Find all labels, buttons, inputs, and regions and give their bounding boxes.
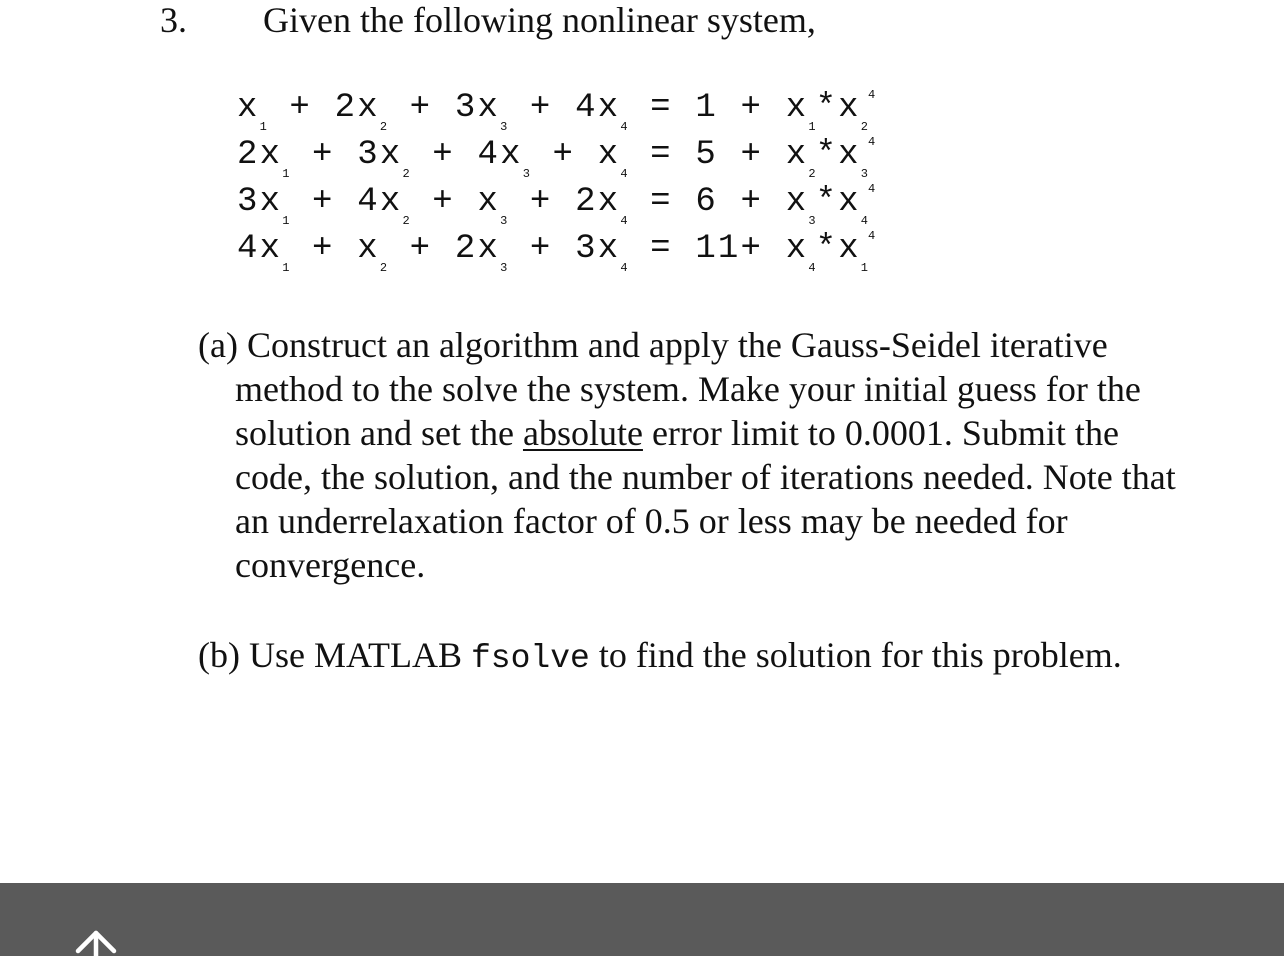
term-variable: x bbox=[597, 183, 621, 221]
term-variable: x bbox=[477, 183, 501, 221]
equation-term bbox=[454, 89, 508, 134]
rhs-subscript: 1 bbox=[860, 261, 868, 275]
part-a-emphasis: absolute bbox=[522, 413, 643, 453]
scroll-up-button[interactable] bbox=[72, 927, 120, 956]
equation-line: $x_1 + 2x_2 + 3x_3 + 4x_4 = 1 + x_1*x_2^4$ bbox=[237, 88, 876, 134]
rhs-variable: x bbox=[785, 230, 809, 268]
equation-term bbox=[237, 230, 290, 275]
equation-term bbox=[237, 89, 267, 134]
rhs-variable: x bbox=[785, 136, 809, 174]
problem-number: 3. bbox=[160, 0, 187, 40]
term-variable: x bbox=[500, 136, 523, 174]
rhs-constant: 1 bbox=[695, 89, 718, 127]
term-variable: x bbox=[597, 230, 621, 268]
term-variable: x bbox=[379, 136, 403, 174]
term-coefficient: 2 bbox=[575, 183, 598, 221]
term-subscript: 4 bbox=[620, 214, 628, 228]
term-subscript: 3 bbox=[500, 261, 508, 275]
equation-line: $2x_1 + 3x_2 + 4x_3 + x_4 = 5 + x_2*x_3^4$ bbox=[237, 135, 876, 181]
term-variable: x bbox=[379, 183, 403, 221]
equation-term bbox=[357, 136, 410, 181]
part-b-text-after: to find the solution for this problem. bbox=[598, 635, 1122, 675]
equation-term bbox=[477, 183, 508, 228]
rhs-variable: x bbox=[838, 230, 861, 268]
part-b bbox=[198, 632, 1195, 682]
term-subscript: 2 bbox=[379, 261, 388, 275]
equation-line: $3x_1 + 4x_2 + x_3 + 2x_4 = 6 + x_3*x_4^4$ bbox=[237, 182, 876, 228]
term-coefficient: 2 bbox=[454, 230, 478, 268]
part-a-label: (a) bbox=[198, 325, 238, 365]
rhs-subscript: 1 bbox=[808, 120, 816, 134]
term-variable: x bbox=[477, 230, 501, 268]
term-variable: x bbox=[237, 89, 260, 127]
equation-term bbox=[575, 89, 628, 134]
term-subscript: 2 bbox=[379, 120, 388, 134]
equation-term bbox=[575, 183, 628, 228]
rhs-exponent: 4 bbox=[867, 88, 876, 102]
term-variable: x bbox=[357, 89, 380, 127]
term-subscript: 2 bbox=[402, 167, 410, 181]
equation-term bbox=[477, 136, 530, 181]
rhs-constant: 5 bbox=[695, 136, 718, 174]
term-subscript: 2 bbox=[402, 214, 410, 228]
term-coefficient: 3 bbox=[575, 230, 598, 268]
term-variable: x bbox=[259, 230, 283, 268]
term-coefficient: 4 bbox=[575, 89, 598, 127]
rhs-subscript: 4 bbox=[808, 261, 816, 275]
term-variable: x bbox=[477, 89, 501, 127]
term-subscript: 1 bbox=[282, 261, 290, 275]
bottom-toolbar bbox=[0, 883, 1284, 956]
equation-system bbox=[237, 86, 917, 274]
rhs-subscript: 3 bbox=[808, 214, 816, 228]
rhs-subscript: 2 bbox=[860, 120, 868, 134]
problem-intro: Given the following nonlinear system, bbox=[263, 0, 816, 40]
term-subscript: 1 bbox=[259, 120, 267, 134]
rhs-exponent: 4 bbox=[868, 229, 876, 243]
term-coefficient: 2 bbox=[237, 136, 260, 174]
term-coefficient: 3 bbox=[237, 183, 260, 221]
term-variable: x bbox=[597, 136, 621, 174]
rhs-exponent: 4 bbox=[867, 135, 876, 149]
rhs-variable: x bbox=[785, 183, 809, 221]
term-subscript: 4 bbox=[620, 261, 628, 275]
equation-term bbox=[597, 136, 628, 181]
equation-term bbox=[575, 230, 628, 275]
term-coefficient: 4 bbox=[237, 230, 260, 268]
term-variable: x bbox=[259, 136, 283, 174]
term-coefficient: 4 bbox=[357, 183, 380, 221]
rhs-subscript: 3 bbox=[860, 167, 868, 181]
term-subscript: 3 bbox=[522, 167, 530, 181]
rhs-constant: 6 bbox=[695, 183, 718, 221]
rhs-exponent: 4 bbox=[867, 182, 876, 196]
equation-term bbox=[237, 136, 290, 181]
equation-term bbox=[357, 230, 388, 275]
equation-line: $4x_1 + x_2 + 2x_3 + 3x_4 = 11+ x_4*x_1^4$ bbox=[237, 229, 876, 275]
part-b-text-before: Use MATLAB bbox=[248, 635, 462, 675]
part-a-text-after: error limit to 0.0001. Submit the code, the solution, and the number of iterations needed. Note that an underrelaxation factor of 0.5 or less may be needed for convergence. bbox=[235, 413, 1176, 585]
term-variable: x bbox=[259, 183, 283, 221]
rhs-variable: x bbox=[838, 89, 861, 127]
rhs-variable: x bbox=[838, 136, 861, 174]
term-subscript: 3 bbox=[500, 120, 508, 134]
term-coefficient: 3 bbox=[454, 89, 478, 127]
rhs-subscript: 2 bbox=[808, 167, 816, 181]
term-subscript: 3 bbox=[500, 214, 508, 228]
equation-term bbox=[334, 89, 388, 134]
part-a bbox=[198, 323, 1195, 587]
term-subscript: 1 bbox=[282, 214, 290, 228]
rhs-variable: x bbox=[785, 89, 809, 127]
term-variable: x bbox=[357, 230, 380, 268]
equation-term bbox=[357, 183, 410, 228]
part-a-text-before: Construct an algorithm and apply the Gauss-Seidel iterative method to the solve the system. Make your initial guess for the solution and set the bbox=[235, 325, 1141, 453]
term-coefficient: 2 bbox=[334, 89, 358, 127]
term-subscript: 4 bbox=[620, 167, 628, 181]
equation-term bbox=[237, 183, 290, 228]
rhs-constant: 11 bbox=[695, 230, 741, 268]
arrow-up-icon bbox=[72, 927, 120, 956]
term-coefficient: 4 bbox=[477, 136, 501, 174]
term-subscript: 1 bbox=[282, 167, 290, 181]
rhs-variable: x bbox=[838, 183, 861, 221]
rhs-subscript: 4 bbox=[860, 214, 868, 228]
term-subscript: 4 bbox=[620, 120, 628, 134]
equation-term bbox=[454, 230, 508, 275]
part-b-label: (b) bbox=[198, 635, 240, 675]
part-b-code: fsolve bbox=[470, 640, 590, 677]
term-variable: x bbox=[597, 89, 621, 127]
term-coefficient: 3 bbox=[357, 136, 380, 174]
